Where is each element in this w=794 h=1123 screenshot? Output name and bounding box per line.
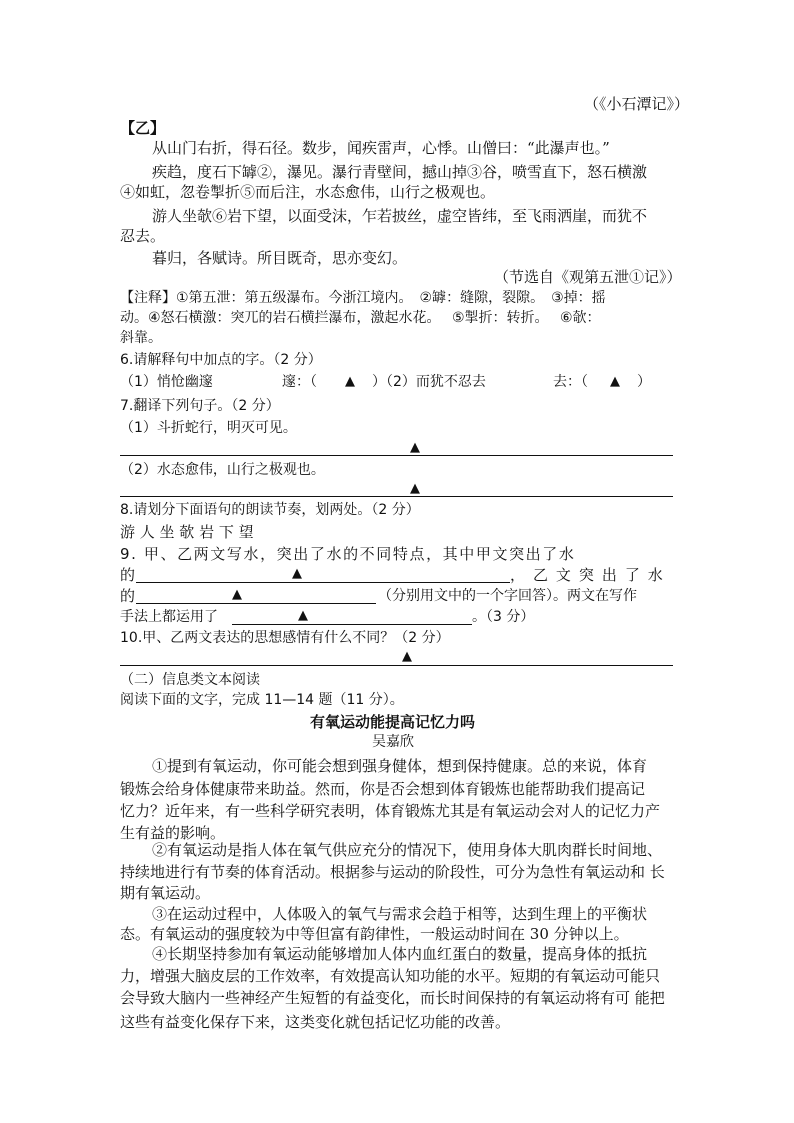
article-paragraph: 锻炼会给身体健康带来助益。然而，你是否会想到体育锻炼也能帮助我们提高记 xyxy=(120,780,646,798)
part-yi-source: （节选自《观第五泄①记》） xyxy=(494,268,682,286)
answer-line[interactable] xyxy=(136,603,376,604)
q6-stem: 6.请解释句中加点的字。（2 分） xyxy=(120,352,322,368)
article-paragraph: ③在运动过程中，人体吸入的氧气与需求会趋于相等，达到生理上的平衡状 xyxy=(152,905,648,923)
notes-line: 【注释】①第五泄：第五级瀑布。今浙江境内。 ②罅：缝隙，裂隙。 ③掉：摇 xyxy=(120,290,606,306)
article-paragraph: ①提到有氧运动，你可能会想到强身健体，想到保持健康。总的来说，体育 xyxy=(152,757,648,775)
article-paragraph: 力，增强大脑皮层的工作效率，有效提高认知功能的水平。短期的有氧运动可能只 xyxy=(120,967,661,985)
article-paragraph: ②有氧运动是指人体在氧气供应充分的情况下，使用身体大肌肉群长时间地、 xyxy=(152,841,663,859)
answer-line[interactable] xyxy=(120,455,673,456)
article-title: 有氧运动能提高记忆力吗 xyxy=(310,713,476,731)
part-yi-heading: 【乙】 xyxy=(120,119,166,137)
answer-line[interactable] xyxy=(120,665,673,666)
article-paragraph: 会导致大脑内一些神经产生短暂的有益变化，而长时间保持的有氧运动将有可 能把 xyxy=(120,989,665,1007)
part-yi-paragraph: 从山门右折，得石径。数步，闻疾雷声，心悸。山僧曰：“此瀑声也。” xyxy=(152,139,610,157)
part-yi-paragraph: 忍去。 xyxy=(120,227,166,245)
answer-line[interactable] xyxy=(136,582,510,583)
source-tag: （《小石潭记》） xyxy=(584,95,690,113)
answer-marker: ▲ xyxy=(410,481,420,496)
article-paragraph: 态。有氧运动的强度较为中等但富有韵律性，一般运动时间在 30 分钟以上。 xyxy=(120,925,629,943)
article-paragraph: ④长期坚持参加有氧运动能够增加人体内血红蛋白的数量，提高身体的抵抗 xyxy=(152,945,648,963)
q9-line-start: 的 xyxy=(120,566,136,584)
q8-sentence: 游 人 坐 欹 岩 下 望 xyxy=(120,523,254,541)
article-paragraph: 持续地进行有节奏的体育活动。根据参与运动的阶段性，可分为急性有氧运动和 长 xyxy=(120,863,665,881)
q6-item2: ）（2）而犹不忍去 xyxy=(372,374,486,390)
answer-marker: ▲ xyxy=(345,374,355,389)
q6-close: ） xyxy=(637,374,651,390)
q6-key2: 去：（ xyxy=(553,374,588,390)
q9-line-end: 。（3 分） xyxy=(472,609,535,625)
q8-stem: 8.请划分下面语句的朗读节奏，划两处。（2 分） xyxy=(120,502,420,518)
answer-marker: ▲ xyxy=(298,608,308,623)
answer-marker: ▲ xyxy=(610,374,620,389)
article-author: 吴嘉欣 xyxy=(372,734,414,750)
answer-marker: ▲ xyxy=(232,587,242,602)
part-yi-paragraph: ④如虹，忽卷掣折⑤而后注，水态愈伟，山行之极观也。 xyxy=(120,183,496,201)
notes-line: 动。④怒石横激：突兀的岩石横拦瀑布，激起水花。 ⑤掣折：转折。 ⑥欹： xyxy=(120,310,601,326)
q7-item1: （1）斗折蛇行，明灭可见。 xyxy=(120,420,297,436)
q9-line-start: 手法上都运用了 xyxy=(120,609,218,625)
article-paragraph: 期有氧运动。 xyxy=(120,884,211,902)
part-yi-paragraph: 游人坐欹⑥岩下望，以面受沫，乍若披丝，虚空皆纬，至飞雨洒崖，而犹不 xyxy=(152,207,648,225)
q9-line-end: （分别用文中的一个字回答）。两文在写作 xyxy=(378,588,637,604)
answer-marker: ▲ xyxy=(402,649,412,664)
article-paragraph: 这些有益变化保存下来，这类变化就包括记忆功能的改善。 xyxy=(120,1013,511,1031)
q7-stem: 7.翻译下列句子。（2 分） xyxy=(120,398,280,414)
q10-stem: 10.甲、乙两文表达的思想感情有什么不同？（2 分） xyxy=(120,630,450,646)
answer-marker: ▲ xyxy=(410,440,420,455)
q9-line-start: 的 xyxy=(120,587,136,605)
q9-line: 9. 甲、乙两文写水，突出了水的不同特点，其中甲文突出了水 xyxy=(120,545,576,563)
answer-line[interactable] xyxy=(120,496,673,497)
article-paragraph: 忆力？近年来，有一些科学研究表明，体育锻炼尤其是有氧运动会对人的记忆力产 xyxy=(120,802,661,820)
notes-line: 斜靠。 xyxy=(120,330,162,346)
article-paragraph: 生有益的影响。 xyxy=(120,824,226,842)
q6-key1: 邃：（ xyxy=(282,374,317,390)
section-heading: （二）信息类文本阅读 xyxy=(120,672,260,688)
section-instruction: 阅读下面的文字，完成 11—14 题（11 分）。 xyxy=(120,692,404,708)
part-yi-paragraph: 疾趋，度石下罅②，瀑见。瀑行青壁间，撼山掉③谷，喷雪直下，怒石横激 xyxy=(152,163,648,181)
q7-item2: （2）水态愈伟，山行之极观也。 xyxy=(120,462,325,478)
q6-item1: （1）悄怆幽邃 xyxy=(120,374,213,390)
q9-line-end: ， 乙 文 突 出 了 水 xyxy=(510,566,665,584)
answer-line[interactable] xyxy=(232,624,472,625)
part-yi-paragraph: 暮归，各赋诗。所目既奇，思亦变幻。 xyxy=(152,249,408,267)
answer-marker: ▲ xyxy=(292,566,302,581)
